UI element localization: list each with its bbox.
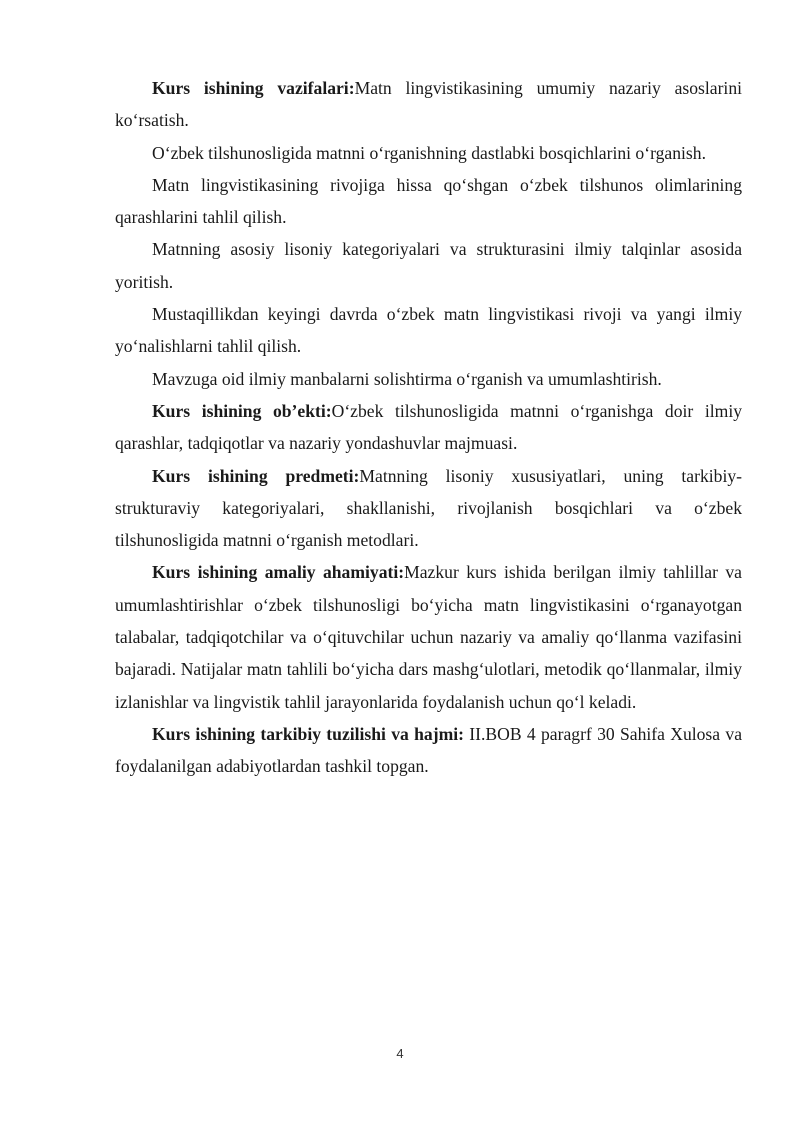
- paragraph-practical-significance: [115, 556, 742, 717]
- paragraph-object: [115, 395, 742, 460]
- paragraph-task-4: [115, 233, 742, 298]
- document-body: [115, 72, 742, 783]
- paragraph-text: Matnning lisoniy xususiyatlari, uning tarkibiy-strukturaviy kategoriyalari, shakllanishi, rivojlanish bosqichlari va o‘zbek tilshunosligida matnni o‘rganish metodlari.: [115, 465, 742, 551]
- paragraph-text: O‘zbek tilshunosligida matnni o‘rganishning dastlabki bosqichlarini o‘rganish.: [152, 142, 706, 163]
- paragraph-heading: Kurs ishining amaliy ahamiyati:: [152, 562, 405, 583]
- paragraph-subject: [115, 460, 742, 557]
- paragraph-text: O‘zbek tilshunosligida matnni o‘rganishga doir ilmiy qarashlar, tadqiqotlar va nazariy yondashuvlar majmuasi.: [115, 400, 743, 454]
- paragraph-task-5: [115, 298, 742, 363]
- paragraph-text: Matnning asosiy lisoniy kategoriyalari va strukturasini ilmiy talqinlar asosida yoritish.: [115, 239, 742, 292]
- paragraph-tasks: [115, 72, 742, 137]
- paragraph-structure: [115, 718, 742, 783]
- paragraph-text: Matn lingvistikasining umumiy nazariy asoslarini ko‘rsatish.: [115, 78, 742, 131]
- paragraph-task-6: [115, 363, 742, 395]
- paragraph-heading: Kurs ishining ob’ekti:: [152, 400, 332, 421]
- paragraph-heading: Kurs ishining predmeti:: [152, 465, 360, 486]
- paragraph-task-3: [115, 169, 742, 234]
- paragraph-text: Mavzuga oid ilmiy manbalarni solishtirma o‘rganish va umumlashtirish.: [152, 368, 662, 389]
- paragraph-text: Mazkur kurs ishida berilgan ilmiy tahlillar va umumlashtirishlar o‘zbek tilshunosligi bo‘yicha matn lingvistikasini o‘rganayotgan talabalar, tadqiqotchilar va o‘qituvchilar uchun nazariy va amaliy qo‘llanma vazifasini bajaradi. Natijalar matn tahlili bo‘yicha dars mashg‘ulotlari, metodik qo‘llanmalar, ilmiy izlanishlar va lingvistik tahlil jarayonlarida foydalanish uchun qo‘l keladi.: [115, 562, 742, 712]
- paragraph-task-2: [115, 137, 742, 169]
- paragraph-heading: Kurs ishining tarkibiy tuzilishi va hajmi:: [152, 723, 464, 744]
- page-number: 4: [396, 1046, 404, 1061]
- paragraph-text: Matn lingvistikasining rivojiga hissa qo‘shgan o‘zbek tilshunos olimlarining qarashlarini tahlil qilish.: [115, 174, 742, 228]
- paragraph-text: II.BOB 4 paragrf 30 Sahifa Xulosa va foydalanilgan adabiyotlardan tashkil topgan.: [115, 723, 742, 777]
- paragraph-heading: Kurs ishining vazifalari:: [152, 78, 355, 98]
- paragraph-text: Mustaqillikdan keyingi davrda o‘zbek matn lingvistikasi rivoji va yangi ilmiy yo‘nalishlarni tahlil qilish.: [115, 304, 742, 357]
